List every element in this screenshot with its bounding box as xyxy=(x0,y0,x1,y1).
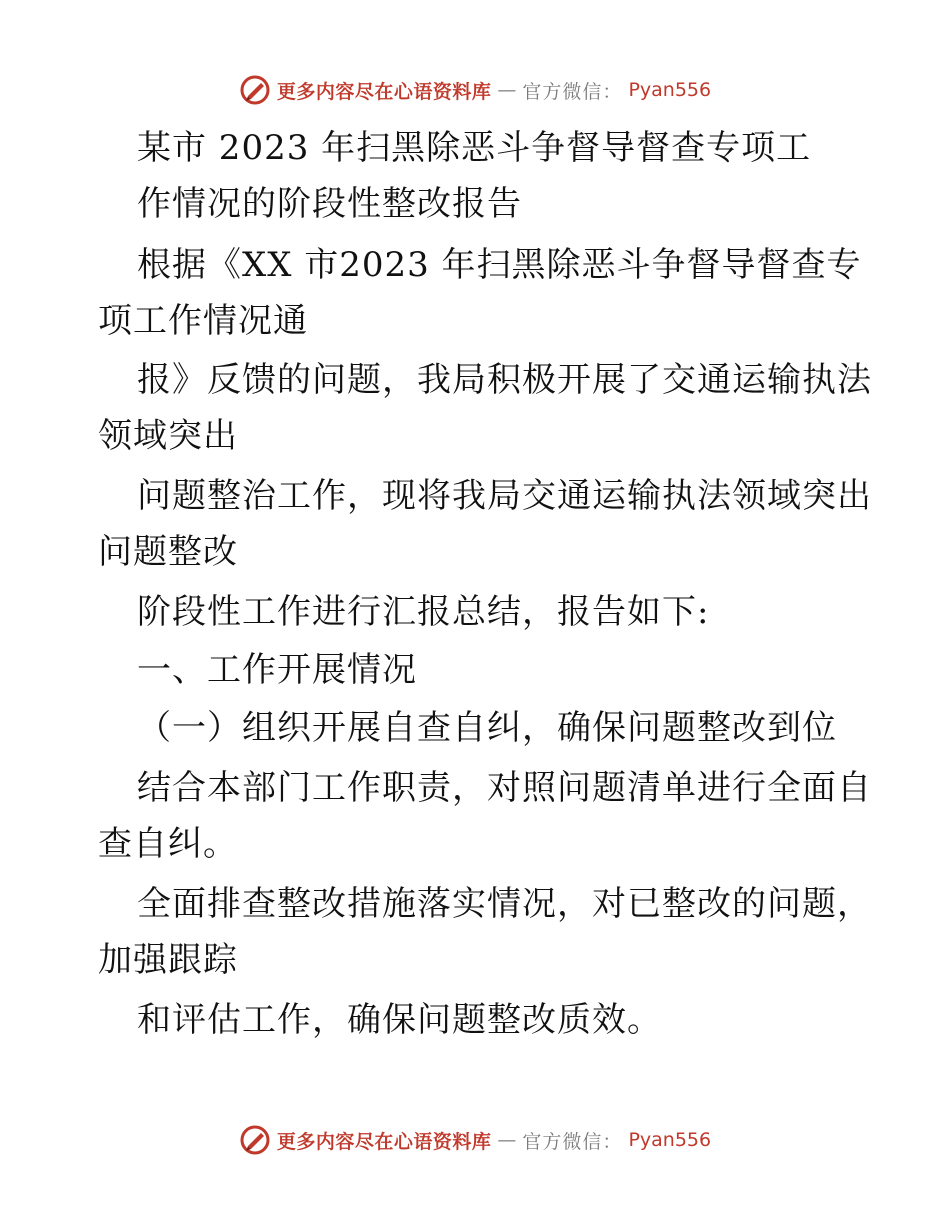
doc-line: 全面排查整改措施落实情况，对已整改的问题， xyxy=(137,884,872,924)
doc-line: 查自纠。 xyxy=(98,824,238,864)
doc-line: 和评估工作，确保问题整改质效。 xyxy=(137,1000,662,1040)
doc-line: 结合本部门工作职责，对照问题清单进行全面自 xyxy=(137,768,872,808)
watermark-brand: 更多内容尽在心语资料库 xyxy=(276,80,492,103)
watermark-wechat-id: Pyan556 xyxy=(628,79,712,101)
section-heading: 一、工作开展情况 xyxy=(137,650,417,690)
watermark-dash: — xyxy=(497,1129,517,1151)
watermark-wechat-id: Pyan556 xyxy=(628,1129,712,1151)
pen-logo-icon xyxy=(239,1124,271,1156)
doc-line: 某市 2023 年扫黑除恶斗争督导督查专项工 xyxy=(137,128,812,168)
doc-line: 项工作情况通 xyxy=(98,301,308,341)
header-watermark xyxy=(0,70,950,110)
doc-line: 阶段性工作进行汇报总结，报告如下: xyxy=(137,592,710,632)
watermark-wechat-label: 官方微信： xyxy=(522,80,623,103)
watermark-wechat-label: 官方微信： xyxy=(522,1130,623,1153)
doc-line: 作情况的阶段性整改报告 xyxy=(137,184,522,224)
doc-line: 问题整改 xyxy=(98,532,238,572)
subsection-heading: （一）组织开展自查自纠，确保问题整改到位 xyxy=(137,708,837,748)
pen-logo-icon xyxy=(239,74,271,106)
doc-line: 领域突出 xyxy=(98,416,238,456)
footer-watermark xyxy=(0,1120,950,1160)
watermark-dash: — xyxy=(497,79,517,101)
watermark-brand: 更多内容尽在心语资料库 xyxy=(276,1130,492,1153)
doc-line: 问题整治工作，现将我局交通运输执法领域突出 xyxy=(137,476,872,516)
doc-line: 加强跟踪 xyxy=(98,940,238,980)
doc-line: 根据《XX 市2023 年扫黑除恶斗争督导督查专 xyxy=(137,245,862,285)
doc-line: 报》反馈的问题，我局积极开展了交通运输执法 xyxy=(137,360,872,400)
